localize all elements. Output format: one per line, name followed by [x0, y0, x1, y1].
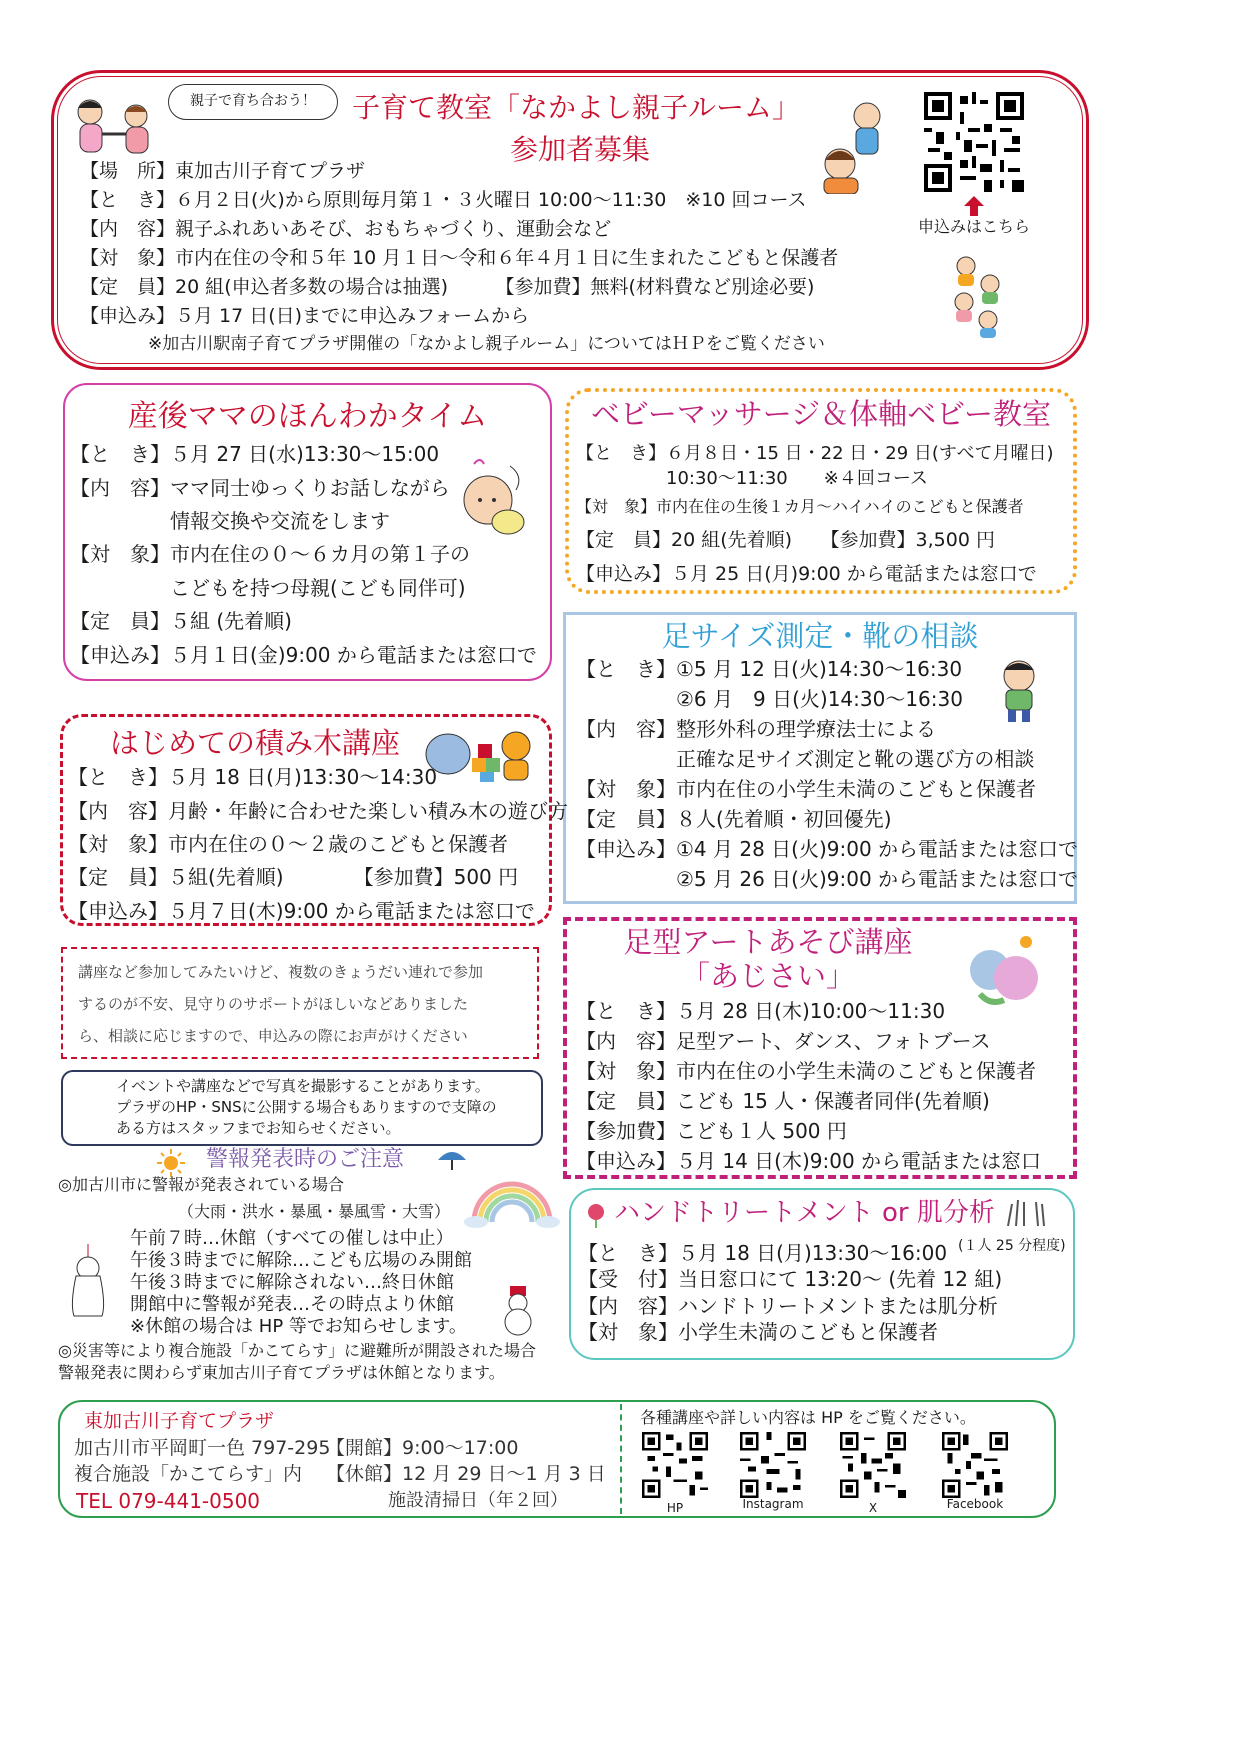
speech-bubble-text: 親子で育ち合おう！ — [190, 93, 316, 109]
foot-row-time-2: ②6 月 9 日(火)14:30～16:30 — [576, 687, 963, 711]
warning-row-3: 午前７時…休館（すべての催しは中止） — [130, 1228, 454, 1249]
top-row-target: 【対 象】市内在住の令和５年 10 月１日～令和６年４月１日に生まれたこどもと保護者 — [80, 247, 839, 269]
hp-qr-code[interactable] — [642, 1432, 708, 1498]
mama-row-capacity: 【定 員】５組 (先着順) — [70, 609, 292, 633]
arrow-up-icon — [962, 194, 986, 218]
mama-row-time: 【と き】５月 27 日(水)13:30～15:00 — [70, 442, 440, 466]
baby-row-time-2: 10:30～11:30 ※４回コース — [576, 468, 928, 489]
warning-row-2: （大雨・洪水・暴風・暴風雪・大雪） — [178, 1202, 451, 1221]
art-row-content: 【内 容】足型アート、ダンス、フォトブース — [576, 1029, 991, 1053]
hydrangea-illustration — [960, 930, 1048, 1010]
blocks-row-content: 【内 容】月齢・年齢に合わせた楽しい積み木の遊び方 — [68, 799, 568, 823]
footer-hp-note: 各種講座や詳しい内容は HP をご覧ください。 — [640, 1408, 976, 1427]
warning-row-9: 警報発表に関わらず東加古川子育てプラザは休館となります。 — [58, 1363, 505, 1382]
hand-row-content: 【内 容】ハンドトリートメントまたは肌分析 — [578, 1294, 998, 1318]
kids-group-illustration — [944, 254, 1008, 338]
blocks-row-capacity: 【定 員】５組(先着順) 【参加費】500 円 — [68, 865, 519, 889]
warning-row-1: ◎加古川市に警報が発表されている場合 — [58, 1175, 344, 1194]
hand-row-target: 【対 象】小学生未満のこどもと保護者 — [578, 1320, 938, 1344]
mama-row-content-2: 情報交換や交流をします — [70, 509, 390, 533]
top-title-line1: 子育て教室「なかよし親子ルーム」 — [351, 91, 800, 124]
top-row-note: ※加古川駅南子育てプラザ開催の「なかよし親子ルーム」についてはＨＰをご覧ください — [80, 334, 825, 354]
foot-row-apply-1: 【申込み】①4 月 28 日(火)9:00 から電話または窓口で — [576, 837, 1079, 861]
foot-row-time-1: 【と き】①5 月 12 日(火)14:30～16:30 — [576, 657, 963, 681]
blocks-row-time: 【と き】５月 18 日(月)13:30～14:30 — [68, 765, 438, 789]
art-row-target: 【対 象】市内在住の小学生未満のこどもと保護者 — [576, 1059, 1036, 1083]
warning-row-5: 午後３時までに解除されない…終日休館 — [130, 1272, 454, 1293]
qr-caption: 申込みはこちら — [917, 217, 1030, 236]
facebook-qr-code[interactable] — [942, 1432, 1008, 1498]
rainbow-illustration — [464, 1178, 560, 1228]
footer-cleaning-days: 施設清掃日（年２回） — [388, 1490, 568, 1511]
hands-icon — [1002, 1196, 1052, 1230]
baby-row-time: 【と き】６月８日・15 日・22 日・29 日(すべて月曜日) — [576, 443, 1054, 464]
foot-row-capacity: 【定 員】８人(先着順・初回優先) — [576, 807, 892, 831]
teru-teru-bozu-illustration — [68, 1244, 108, 1324]
mama-row-target: 【対 象】市内在住の０～６カ月の第１子の — [70, 542, 470, 566]
mama-row-target-2: こどもを持つ母親(こども同伴可) — [70, 576, 466, 600]
facebook-qr-label: Facebook — [946, 1497, 1004, 1511]
footer-address: 加古川市平岡町一色 797-295 — [74, 1437, 331, 1459]
photo-notice-line-3: ある方はスタッフまでお知らせください。 — [116, 1119, 401, 1137]
footer-building: 複合施設「かこてらす」内 — [74, 1463, 303, 1485]
baby-row-target: 【対 象】市内在住の生後１カ月～ハイハイのこどもと保護者 — [576, 497, 1024, 516]
animals-blocks-illustration — [422, 720, 534, 784]
warning-row-8: ◎災害等により複合施設「かこてらす」に避難所が開設された場合 — [58, 1341, 536, 1360]
foot-row-content: 【内 容】整形外科の理学療法士による — [576, 717, 936, 741]
rose-icon — [584, 1202, 608, 1228]
baby-row-apply: 【申込み】５月 25 日(月)9:00 から電話または窓口で — [576, 563, 1037, 585]
foot-row-content-2: 正確な足サイズ測定と靴の選び方の相談 — [576, 747, 1035, 771]
hand-row-time: 【と き】５月 18 日(月)13:30～16:00 — [578, 1241, 948, 1265]
hand-title: ハンドトリートメント or 肌分析 — [614, 1198, 995, 1228]
mama-row-apply: 【申込み】５月１日(金)9:00 から電話または窓口で — [70, 643, 537, 667]
art-title-line1: 足型アートあそび講座 — [623, 925, 913, 959]
foot-title: 足サイズ測定・靴の相談 — [661, 619, 979, 653]
running-kid-illustration — [984, 656, 1054, 726]
top-row-content: 【内 容】親子ふれあいあそび、おもちゃづくり、運動会など — [80, 218, 612, 240]
top-title-line2: 参加者募集 — [509, 133, 650, 166]
top-row-capacity: 【定 員】20 組(申込者多数の場合は抽選) 【参加費】無料(材料費など別途必要) — [80, 276, 815, 298]
top-row-time: 【と き】６月２日(火)から原則毎月第１・３火曜日 10:00～11:30 ※10 回コース — [80, 189, 807, 211]
warning-row-6: 開館中に警報が発表…その時点より休館 — [130, 1294, 454, 1315]
warning-row-7: ※休館の場合は HP 等でお知らせします。 — [130, 1316, 467, 1337]
umbrella-icon — [436, 1146, 468, 1172]
application-qr-code[interactable] — [924, 92, 1024, 192]
hand-note: (１人 25 分程度) — [958, 1238, 1066, 1254]
snowman-illustration — [498, 1286, 538, 1336]
photo-notice-line-1: イベントや講座などで写真を撮影することがあります。 — [116, 1077, 490, 1095]
x-qr-label: X — [868, 1501, 878, 1515]
mama-row-content: 【内 容】ママ同士ゆっくりお話しながら — [70, 476, 450, 500]
warning-row-4: 午後３時までに解除…こども広場のみ開館 — [130, 1250, 472, 1271]
support-note-line-3: ら、相談に応じますので、申込みの際にお声がけください — [78, 1027, 468, 1045]
mama-title: 産後ママのほんわかタイム — [127, 399, 488, 434]
footer-facility-name: 東加古川子育てプラザ — [84, 1410, 275, 1432]
support-note-line-1: 講座など参加してみたいけど、複数のきょうだい連れで参加 — [78, 963, 484, 981]
art-row-apply: 【申込み】５月 14 日(木)9:00 から電話または窓口 — [576, 1149, 1042, 1173]
foot-row-target: 【対 象】市内在住の小学生未満のこどもと保護者 — [576, 777, 1036, 801]
footer-closed-days: 【休館】12 月 29 日～1 月 3 日 — [326, 1463, 606, 1485]
kids-holding-hands-illustration — [68, 96, 160, 158]
blocks-row-apply: 【申込み】５月７日(木)9:00 から電話または窓口で — [68, 899, 535, 923]
instagram-qr-label: Instagram — [742, 1497, 804, 1511]
photo-notice-line-2: プラザのHP・SNSに公開する場合もありますので支障の — [116, 1098, 497, 1116]
blocks-row-target: 【対 象】市内在住の０～２歳のこどもと保護者 — [68, 832, 508, 856]
art-row-capacity: 【定 員】こども 15 人・保護者同伴(先着順) — [576, 1089, 990, 1113]
top-row-place: 【場 所】東加古川子育てプラザ — [80, 160, 366, 182]
x-qr-code[interactable] — [840, 1432, 906, 1498]
footer-divider — [620, 1404, 622, 1514]
support-note-line-2: するのが不安、見守りのサポートがほしいなどありました — [78, 995, 469, 1013]
art-row-fee: 【参加費】こども１人 500 円 — [576, 1119, 847, 1143]
parent-lifting-child-illustration — [812, 94, 912, 194]
art-title-line2: 「あじさい」 — [680, 959, 855, 993]
art-row-time: 【と き】５月 28 日(木)10:00～11:30 — [576, 999, 946, 1023]
blocks-title: はじめての積み木講座 — [109, 726, 400, 760]
hp-qr-label: HP — [666, 1501, 684, 1515]
footer-open-hours: 【開館】9:00～17:00 — [326, 1437, 519, 1459]
baby-illustration — [454, 456, 534, 540]
baby-row-capacity: 【定 員】20 組(先着順) 【参加費】3,500 円 — [576, 529, 995, 551]
footer-tel[interactable]: TEL 079-441-0500 — [76, 1489, 261, 1513]
warning-title: 警報発表時のご注意 — [206, 1147, 405, 1172]
hand-row-reception: 【受 付】当日窓口にて 13:20～ (先着 12 組) — [578, 1267, 1003, 1291]
instagram-qr-code[interactable] — [740, 1432, 806, 1498]
baby-title: ベビーマッサージ＆体軸ベビー教室 — [591, 397, 1051, 431]
foot-row-apply-2: ②5 月 26 日(火)9:00 から電話または窓口で — [576, 867, 1079, 891]
top-row-apply: 【申込み】５月 17 日(日)までに申込みフォームから — [80, 305, 530, 327]
